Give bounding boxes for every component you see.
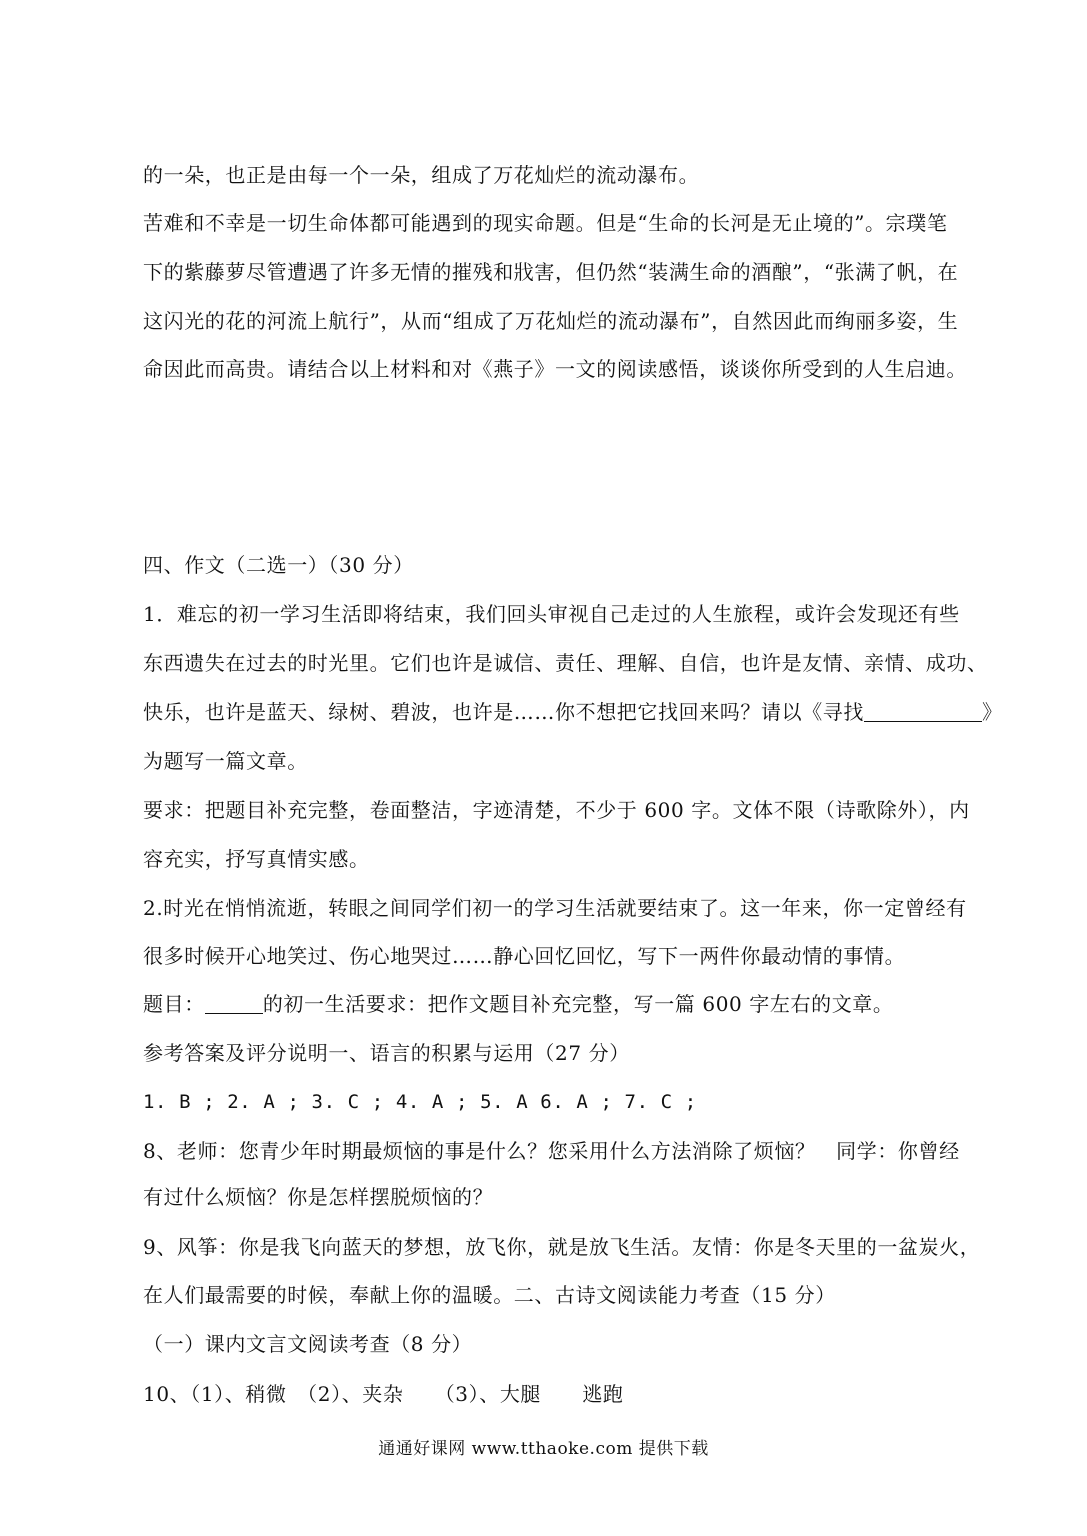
multiple-choice-answers: 1. B ; 2. A ; 3. C ; 4. A ; 5. A 6. A ; 7. C ; xyxy=(143,1091,697,1113)
answer-line: 有过什么烦恼？你是怎样摆脱烦恼的？ xyxy=(143,1185,494,1209)
passage-line: 下的紫藤萝尽管遭遇了许多无情的摧残和戕害，但仍然“装满生命的酒酿”，“张满了帆，在 xyxy=(143,260,959,284)
requirement-line: 要求：把题目补充完整，卷面整洁，字迹清楚，不少于 600 字。文体不限（诗歌除外），内 xyxy=(143,798,970,822)
question-1-line: 为题写一篇文章。 xyxy=(143,749,308,773)
question-2-title-line xyxy=(143,991,1023,1017)
question-1-text: 快乐，也许是蓝天、绿树、碧波，也许是……你不想把它找回来吗？请以《寻找 xyxy=(143,700,864,724)
question-2-line: 2.时光在悄悄流逝，转眼之间同学们初一的学习生活就要结束了。这一年来，你一定曾经有 xyxy=(143,896,967,920)
answer-line: 9、风筝：你是我飞向蓝天的梦想，放飞你，就是放飞生活。友情：你是冬天里的一盆炭火， xyxy=(143,1235,981,1259)
answers-heading: 参考答案及评分说明一、语言的积累与运用（27 分） xyxy=(143,1041,630,1065)
requirement-line: 容充实，抒写真情实感。 xyxy=(143,847,370,871)
passage-line: 命因此而高贵。请结合以上材料和对《燕子》一文的阅读感悟，谈谈你所受到的人生启迪。 xyxy=(143,357,967,381)
title-blank xyxy=(864,701,982,722)
answer-line: 在人们最需要的时候，奉献上你的温暖。二、古诗文阅读能力考查（15 分） xyxy=(143,1283,836,1307)
passage-line: 苦难和不幸是一切生命体都可能遇到的现实命题。但是“生命的长河是无止境的”。宗璞笔 xyxy=(143,211,948,235)
passage-line: 的一朵，也正是由每一个一朵，组成了万花灿烂的流动瀑布。 xyxy=(143,163,700,187)
question-1-line: 东西遗失在过去的时光里。它们也许是诚信、责任、理解、自信，也许是友情、亲情、成功、 xyxy=(143,651,988,675)
answer-line: 8、老师：您青少年时期最烦恼的事是什么？您采用什么方法消除了烦恼？ 同学：你曾经 xyxy=(143,1139,960,1163)
sub-heading: （一）课内文言文阅读考查（8 分） xyxy=(143,1332,473,1356)
question-2-text: 的初一生活要求：把作文题目补充完整，写一篇 600 字左右的文章。 xyxy=(262,992,894,1016)
title-blank xyxy=(205,993,263,1014)
page-footer: 通通好课网 www.tthaoke.com 提供下载 xyxy=(378,1439,709,1459)
passage-line: 这闪光的花的河流上航行”，从而“组成了万花灿烂的流动瀑布”，自然因此而绚丽多姿，生 xyxy=(143,309,959,333)
question-2-line: 很多时候开心地笑过、伤心地哭过……静心回忆回忆，写下一两件你最动情的事情。 xyxy=(143,944,906,968)
composition-heading: 四、作文（二选一）（30 分） xyxy=(143,553,414,577)
question-2-text: 题目： xyxy=(143,992,205,1016)
question-1-line xyxy=(143,699,1023,725)
answer-line: 10、（1）、稍微 （2）、夹杂 （3）、大腿 逃跑 xyxy=(143,1382,624,1406)
question-1-text: 》 xyxy=(982,700,1003,724)
question-1-line: 1．难忘的初一学习生活即将结束，我们回头审视自己走过的人生旅程，或许会发现还有些 xyxy=(143,602,960,626)
